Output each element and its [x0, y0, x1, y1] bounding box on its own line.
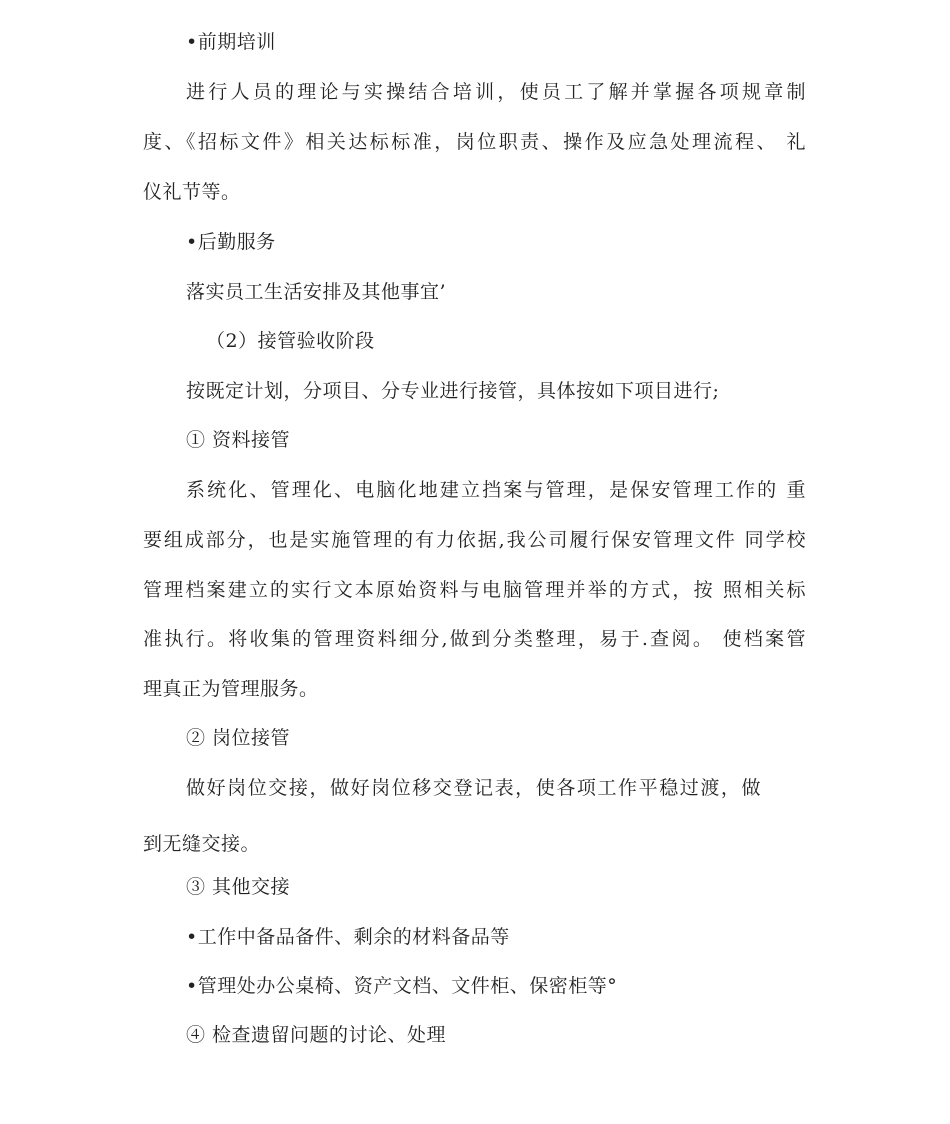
paragraph-line: 按既定计划，分项目、分专业进行接管，具体按如下项目进行; — [186, 380, 720, 402]
paragraph-line: 度、《招标文件》相关达标标准，岗位职责、操作及应急处理流程、 礼 — [143, 131, 806, 153]
bullet-heading-logistics: •后勤服务 — [186, 231, 276, 253]
paragraph-line: 准执行。将收集的管理资料细分,做到分类整理，易于.查阅。 使档案管 — [143, 628, 806, 650]
paragraph-line: 仪礼节等。 — [143, 181, 241, 203]
numbered-heading-issue-review: ④ 检查遗留问题的讨论、处理 — [186, 1024, 447, 1046]
paragraph-line: 做好岗位交接，做好岗位移交登记表，使各项工作平稳过渡，做 — [186, 777, 761, 799]
section-heading-handover-acceptance: （2）接管验收阶段 — [206, 330, 375, 352]
paragraph-line: 管理档案建立的实行文本原始资料与电脑管理并举的方式，按 照相关标 — [143, 579, 806, 601]
bullet-heading-pre-training: •前期培训 — [186, 31, 276, 53]
numbered-heading-data-handover: ① 资料接管 — [186, 429, 291, 451]
paragraph-line: 理真正为管理服务。 — [143, 678, 319, 700]
numbered-heading-other-handover: ③ 其他交接 — [186, 876, 291, 898]
paragraph-line: 落实员工生活安排及其他事宜’ — [186, 281, 447, 303]
bullet-item: •管理处办公桌椅、资产文档、文件柜、保密柜等° — [186, 975, 618, 997]
paragraph-line: 到无缝交接。 — [143, 833, 261, 855]
bullet-item: •工作中备品备件、剩余的材料备品等 — [186, 926, 510, 948]
paragraph-line: 进行人员的理论与实操结合培训，使员工了解并掌握各项规章制 — [186, 81, 806, 103]
paragraph-line: 系统化、管理化、电脑化地建立挡案与管理，是保安管理工作的 重 — [186, 479, 806, 501]
paragraph-line: 要组成部分，也是实施管理的有力依据,我公司履行保安管理文件 同学校 — [143, 529, 806, 551]
numbered-heading-post-handover: ② 岗位接管 — [186, 727, 291, 749]
